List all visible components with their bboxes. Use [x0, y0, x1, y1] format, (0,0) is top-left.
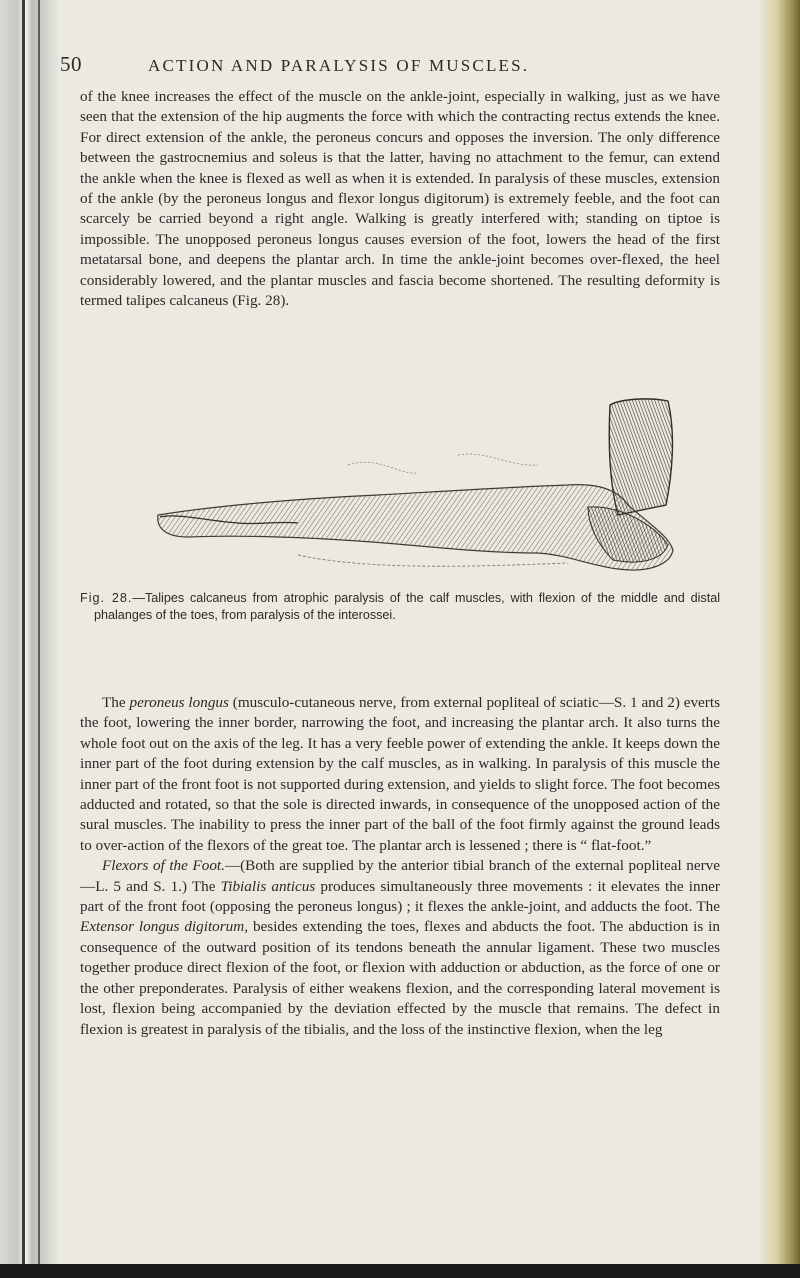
- tibialis-description: produces simultaneously three movements : it elevates the inner part of the front foot (opposing the peroneus longus) ; it flexes the ankle-joint, and adducts the foot. The: [80, 877, 720, 916]
- body-paragraph: The peroneus longus (musculo-cutaneous nerve, from external popliteal of sciatic—S. 1 and 2) everts the foot, lowering the inner border, narrowing the foot, and increasing the plantar arch. It also turns the whole foot out on the axis of the leg. It has a very feeble power of extending the ankle. It keeps down the inner part of the foot during extension by the calf muscles, as in walking. In paralysis of this muscle the inner part of the front foot is not supported during extension, and yields to slight force. The foot becomes adducted and rotated, so that the sole is directed inwards, in consequence of the unopposed action of the sural muscles. The inability to press the inner part of the ball of the foot firmly against the ground leads to over-action of the flexors of the great toe. The plantar arch is lessened ; there is “ flat-foot.” Flexors of the Foot.—(Both are supplied by the anterior tibial branch of the external popliteal nerve—L. 5 and S. 1.) The Tibialis anticus produces simultaneously three movements : it elevates the inner part of the front foot (opposing the peroneus longus) ; it flexes the ankle-joint, and adducts the foot. The Extensor longus digitorum, besides extending the toes, flexes and abducts the foot. The abduction is in consequence of the outward position of its tendons beneath the annular ligament. These two muscles together produce direct flexion of the foot, or flexion with adduction or abduction, as the force of one or the other preponderates. Paralysis of either weakens flexion, and the corresponding lateral movement is lost, flexion being accompanied by the deviation effected by the muscle that remains. The defect in flexion is greatest in paralysis of the tibialis, and the loss of the instinctive flexion, when the leg: [80, 694, 720, 1038]
- peroneus-description: (musculo-cutaneous nerve, from external popliteal of sciatic—S. 1 and 2) everts the foot, lowering the inner border, narrowing the foot, and increasing the plantar arch. It also turns the whole foot out on the axis of the leg. It has a very feeble power of extending the ankle. It keeps down the inner part of the foot during extension by the calf muscles, as in walking. In paralysis of this muscle the inner part of the front foot is not supported during extension, and yields to slight force. The foot becomes adducted and rotated, so that the sole is directed inwards, in consequence of the unopposed action of the sural muscles. The inability to press the inner part of the ball of the foot firmly against the ground leads to over-action of the flexors of the great toe. The plantar arch is lessened ; there is “ flat-foot.”: [80, 694, 720, 854]
- term-tibialis-anticus: Tibialis anticus: [220, 877, 316, 895]
- intro-paragraph: of the knee increases the effect of the muscle on the ankle-joint, especially in walking, just as we have seen that the extension of the hip augments the force with which the contracting rectus extends the knee. For direct extension of the ankle, the peroneus concurs and opposes the inversion. The only difference between the gastrocnemius and soleus is that the latter, having no attachment to the femur, can extend the ankle when the knee is flexed as well as when it is extended. In paralysis of these muscles, extension of the ankle (by the peroneus longus and flexor longus digitorum) is extremely feeble, and the foot can scarcely be carried beyond a right angle. Walking is greatly interfered with; standing on tiptoe is impossible. The unopposed peroneus longus causes eversion of the foot, lowers the head of the first metatarsal bone, and deepens the plantar arch. In time the ankle-joint becomes over-flexed, the heel considerably lowered, and the plantar muscles and fascia become shortened. The resulting deformity is termed talipes calcaneus (Fig. 28).: [80, 88, 720, 310]
- running-head: ACTION AND PARALYSIS OF MUSCLES.: [148, 56, 530, 75]
- book-page: [58, 0, 760, 1264]
- figure-28-illustration: [148, 395, 708, 580]
- page-header: [58, 52, 760, 82]
- figure-caption: [80, 590, 720, 623]
- scan-right-margin: [760, 0, 800, 1278]
- flexors-description: —(Both are supplied by the anterior tibial branch of the external popliteal nerve—L. 5 and S. 1.) The: [80, 857, 720, 895]
- scan-edge-line: [22, 0, 25, 1278]
- heading-flexors-of-the-foot: Flexors of the Foot.: [102, 857, 225, 875]
- extensor-description: besides extending the toes, flexes and abducts the foot. The abduction is in consequence of the outward position of its tendons beneath the annular ligament. These two muscles together produce direct flexion of the foot, or flexion with adduction or abduction, as the force of one or the other preponderates. Paralysis of either weakens flexion, and the corresponding lateral movement is lost, flexion being accompanied by the deviation effected by the muscle that remains. The defect in flexion is greatest in paralysis of the tibialis, and the loss of the instinctive flexion, when the leg: [80, 918, 720, 1038]
- term-extensor-longus-digitorum: Extensor longus digitorum,: [80, 918, 249, 936]
- term-peroneus-longus: peroneus longus: [129, 694, 229, 711]
- page-number: 50: [60, 52, 82, 76]
- scan-edge-line: [38, 0, 40, 1278]
- scan-bottom-edge: [0, 1264, 800, 1278]
- figure-label: Fig. 28.: [80, 591, 133, 605]
- scan-left-margin: [0, 0, 58, 1278]
- figure-caption-text: —Talipes calcaneus from atrophic paralysis of the calf muscles, with flexion of the middle and distal phalanges of the toes, from paralysis of the interossei.: [94, 591, 720, 622]
